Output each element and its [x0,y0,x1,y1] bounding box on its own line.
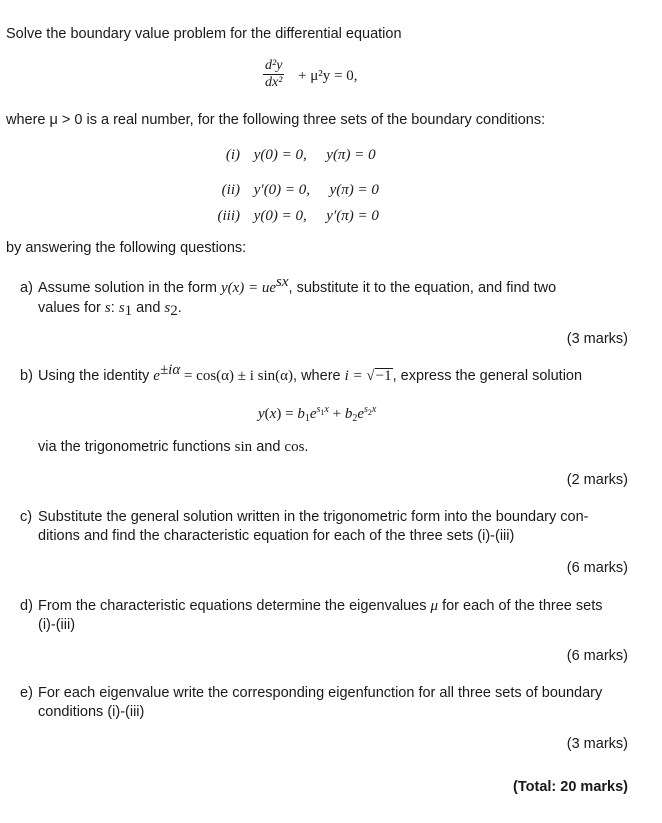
where-text: where μ > 0 is a real number, for the following three sets of the boundary conditions: [6,112,546,128]
text: , substitute it to the equation, and find two [288,280,557,296]
math-sub: 1 [124,303,133,319]
question-e-label: e) [20,685,33,701]
math-sup: sx [276,274,289,290]
answering-text: by answering the following questions: [6,240,247,256]
condition-i [206,147,376,164]
text: for each of the three sets [438,598,603,614]
math: sin [234,439,253,455]
equation-rest: + μ²y = 0, [298,68,358,84]
equation-denominator: dx² [265,75,283,90]
math-sup: ±iα [159,362,181,378]
condition-label: (iii) [217,208,240,224]
question-a-marks: (3 marks) [566,331,628,347]
condition-iii [206,208,379,225]
general-solution: $y(x) = b_1e^{s_1x} + b_2e^{s_2x}$ [258,404,377,424]
question-d-line1 [38,596,602,616]
question-a-line2 [38,298,182,318]
question-a-line1 [38,274,557,298]
text: : [110,300,119,316]
condition-ii [206,182,379,199]
equation-fraction [263,58,284,91]
condition-label: (i) [225,147,240,163]
math: cos [284,439,305,455]
condition-second: y(π) = 0 [326,147,376,163]
condition-first: y(0) = 0, [253,147,307,163]
condition-second: y′(π) = 0 [326,208,379,224]
math: s [104,300,111,316]
text: and [132,300,165,316]
math: = cos(α) ± i sin(α) [180,368,294,384]
question-d-label: d) [20,598,33,614]
math: i = [344,368,367,384]
question-e-line1: For each eigenvalue write the corresponding eigenfunction for all three sets of boundary [38,685,603,701]
question-d-marks: (6 marks) [566,648,628,664]
intro-text: Solve the boundary value problem for the differential equation [6,26,402,42]
sqrt-radicand: −1 [375,368,392,384]
text: Using the identity [38,368,154,384]
question-b-line1 [38,362,583,386]
question-e-marks: (3 marks) [566,736,628,752]
total-marks: (Total: 20 marks) [513,779,628,795]
math: e [153,368,160,384]
question-b-line3 [38,437,308,457]
question-e-line2: conditions (i)-(iii) [38,704,145,720]
condition-label: (ii) [221,182,240,198]
math-sub: 2 [170,303,178,319]
sqrt: √−1 [366,368,392,384]
question-c-label: c) [20,509,33,525]
text: Assume solution in the form [38,280,221,296]
question-b-label: b) [20,368,33,384]
question-d-line2: (i)-(iii) [38,617,76,633]
question-c-line2: ditions and find the characteristic equation for each of the three sets (i)-(iii) [38,528,515,544]
text: and [252,439,285,455]
question-c-marks: (6 marks) [566,560,628,576]
text: . [177,300,182,316]
text: , express the general solution [392,368,583,384]
math: s [118,300,125,316]
question-c-line1: Substitute the general solution written in the trigonometric form into the boundary con- [38,509,589,525]
math: y(x) = ue [220,280,277,296]
text: values for [38,300,105,316]
math: μ [430,598,439,614]
text: . [304,439,309,455]
question-b-marks: (2 marks) [566,472,628,488]
condition-first: y(0) = 0, [253,208,307,224]
question-a-label: a) [20,280,33,296]
text: via the trigonometric functions [38,439,235,455]
equation-numerator: d²y [265,58,283,73]
text: From the characteristic equations determine the eigenvalues [38,598,431,614]
math: s [164,300,171,316]
condition-first: y′(0) = 0, [253,182,311,198]
text: , where [293,368,345,384]
condition-second: y(π) = 0 [329,182,379,198]
